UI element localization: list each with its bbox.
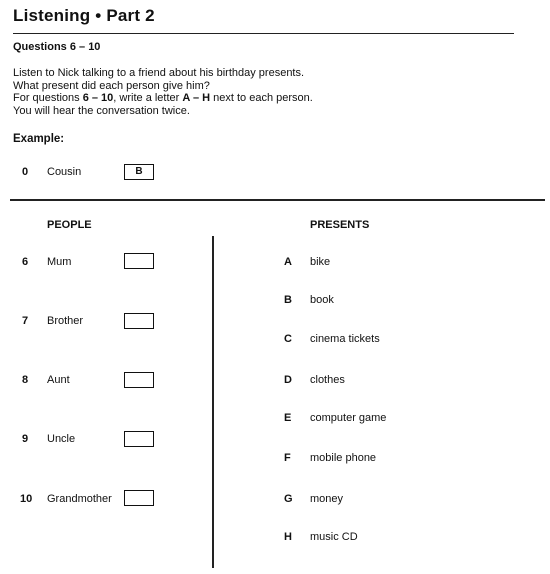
present-item: bike — [310, 256, 331, 268]
presents-heading: PRESENTS — [310, 219, 370, 231]
present-item: mobile phone — [310, 452, 377, 464]
answer-box-8[interactable] — [124, 372, 154, 388]
person-name: Brother — [47, 315, 84, 327]
section-divider — [10, 199, 545, 201]
instructions — [13, 67, 313, 117]
example-person: Cousin — [47, 166, 82, 178]
answer-box-6[interactable] — [124, 253, 154, 269]
person-number: 9 — [22, 433, 29, 445]
present-letter: A — [284, 256, 292, 268]
example-number: 0 — [22, 166, 29, 178]
example-answer-box: B — [124, 164, 154, 180]
questions-heading: Questions 6 – 10 — [13, 41, 101, 53]
instruction-letter-range: A – H — [182, 92, 211, 105]
person-name: Mum — [47, 256, 72, 268]
instruction-line-3-mid: , write a letter — [113, 92, 183, 105]
person-name: Grandmother — [47, 493, 112, 505]
instruction-line-3 — [13, 92, 313, 105]
present-letter: D — [284, 374, 292, 386]
present-letter: F — [284, 452, 291, 464]
present-letter: B — [284, 294, 292, 306]
example-heading: Example: — [13, 133, 65, 145]
answer-box-7[interactable] — [124, 313, 154, 329]
person-number: 7 — [22, 315, 29, 327]
person-name: Aunt — [47, 374, 70, 386]
present-item: cinema tickets — [310, 333, 380, 345]
present-item: computer game — [310, 412, 387, 424]
instruction-question-range: 6 – 10 — [82, 92, 114, 105]
person-name: Uncle — [47, 433, 76, 445]
person-number: 8 — [22, 374, 29, 386]
answer-box-9[interactable] — [124, 431, 154, 447]
page-title: Listening • Part 2 — [13, 6, 155, 25]
instruction-line-1: Listen to Nick talking to a friend about his birthday presents. — [13, 67, 305, 79]
person-number: 6 — [22, 256, 29, 268]
present-item: book — [310, 294, 334, 306]
present-item: money — [310, 493, 344, 505]
instruction-line-4: You will hear the conversation twice. — [13, 104, 190, 117]
answer-box-10[interactable] — [124, 490, 154, 506]
present-letter: E — [284, 412, 292, 424]
people-heading: PEOPLE — [47, 219, 92, 231]
person-number: 10 — [20, 493, 33, 505]
instruction-line-3-post: next to each person. — [210, 92, 313, 105]
present-item: clothes — [310, 374, 345, 386]
title-divider — [13, 33, 514, 34]
present-letter: G — [284, 493, 293, 505]
present-letter: H — [284, 531, 292, 543]
instruction-line-2: What present did each person give him? — [13, 79, 210, 92]
instruction-line-3-pre: For questions — [13, 92, 83, 105]
present-letter: C — [284, 333, 292, 345]
present-item: music CD — [310, 531, 358, 543]
column-divider — [212, 236, 214, 568]
